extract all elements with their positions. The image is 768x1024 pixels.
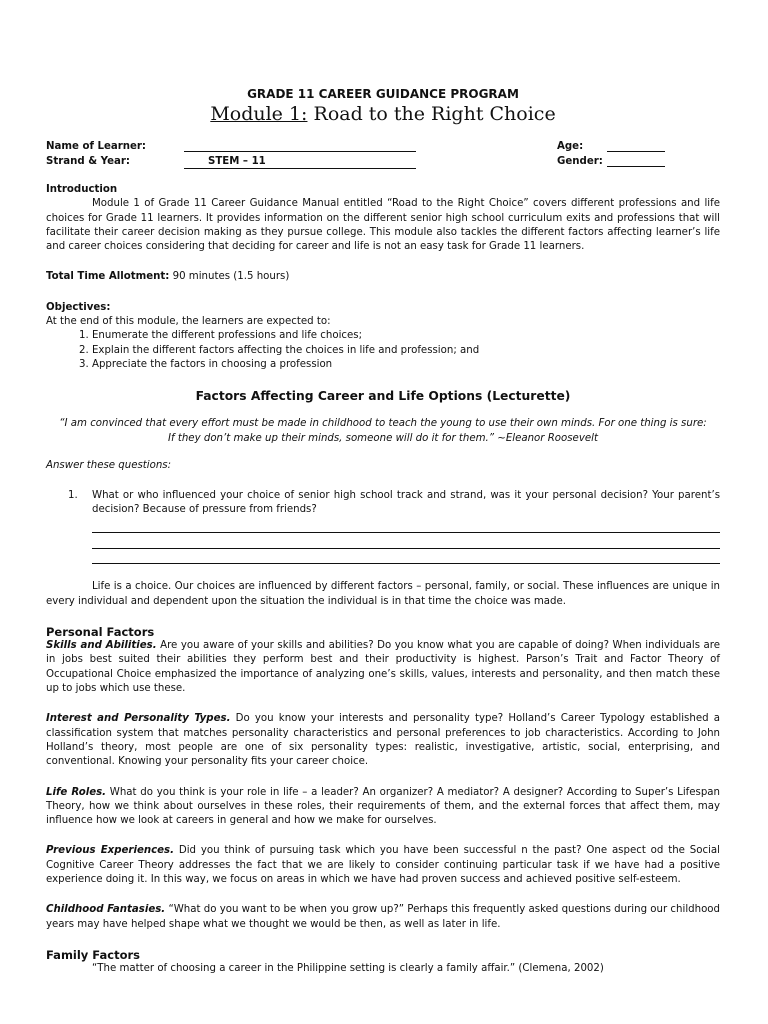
objectives-heading: Objectives:: [46, 301, 111, 313]
age-blank-line[interactable]: [607, 151, 665, 152]
objective-item: 1. Enumerate the different professions and life choices;: [92, 329, 720, 343]
strand-row: [46, 155, 720, 170]
objective-item: 2. Explain the different factors affecting the choices in life and profession; and: [92, 344, 720, 358]
name-label: Name of Learner:: [46, 141, 147, 152]
personal-factor-life-roles: [46, 786, 720, 829]
gender-blank-line[interactable]: [607, 166, 665, 167]
answer-line[interactable]: [92, 533, 720, 549]
factor-term: Life Roles.: [46, 786, 107, 798]
objectives-list: [46, 329, 720, 372]
lecturette-title: Factors Affecting Career and Life Options (Lecturette): [195, 389, 571, 404]
personal-factors-heading: Personal Factors: [46, 624, 155, 639]
module-title: [46, 102, 720, 126]
family-factors-heading: Family Factors: [46, 947, 140, 962]
strand-value-line[interactable]: [184, 155, 416, 169]
time-allotment-value: 90 minutes (1.5 hours): [169, 271, 290, 283]
question-text: What or who influenced your choice of senior high school track and strand, was it your personal decision? Your parent’s decision? Because of pressure from friends?: [92, 490, 720, 516]
answer-line[interactable]: [92, 549, 720, 565]
factor-term: Previous Experiences.: [46, 845, 174, 857]
family-factors-quote: “The matter of choosing a career in the Philippine setting is clearly a family affair.” (Clemena, 2002): [92, 963, 604, 975]
module-name: Road to the Right Choice: [307, 103, 556, 125]
objectives-intro: At the end of this module, the learners are expected to:: [46, 316, 331, 328]
gender-label: Gender:: [557, 156, 603, 167]
factor-term: Childhood Fantasies.: [46, 904, 166, 916]
factor-text: What do you think is your role in life – a leader? An organizer? A mediator? A designer? According to Super’s Lifespan Theory, how we think about ourselves in these roles, their requirements of them, and the external forces that affect them, may influence how we look at careers in general and how we make for ourselves.: [46, 786, 721, 827]
introduction-heading: Introduction: [46, 184, 118, 195]
factor-text: Are you aware of your skills and abilities? Do you know what you are capable of doing? When individuals are in jobs best suited their abilities they perform best and their productivity is highest. Parson’s Trait and Factor Theory of Occupational Choice emphasized the importance of analyzing one’s skills, values, interests and personality, and then match these up to jobs which use these.: [46, 640, 721, 695]
personal-factor-experiences: [46, 844, 720, 887]
strand-value: STEM – 11: [208, 156, 266, 167]
answer-instruction: Answer these questions:: [46, 459, 172, 471]
introduction-text: Module 1 of Grade 11 Career Guidance Manual entitled “Road to the Right Choice” covers different professions and life choices for Grade 11 learners. It provides information on the different senior high school curriculum exits and professions that will facilitate their career decision making as they pursue college. This module also tackles the different factors affecting learner’s life and career choices considering that deciding for career and life is not an easy task for Grade 11 learners.: [46, 198, 720, 253]
factor-term: Interest and Personality Types.: [46, 713, 231, 725]
personal-factor-skills: [46, 639, 720, 696]
objective-item: 3. Appreciate the factors in choosing a profession: [92, 358, 720, 372]
factor-text: Did you think of pursuing task which you have been successful n the past? One aspect od the Social Cognitive Career Theory addresses the fact that we are likely to consider continuing particular task if we have had a positive experience doing it. In this way, we focus on areas in which we have had proven success and achieved positive self-esteem.: [46, 845, 721, 885]
module-label: Module 1:: [210, 103, 308, 125]
question-number: 1.: [68, 490, 78, 502]
life-choice-paragraph: Life is a choice. Our choices are influenced by different factors – personal, family, or social. These influences are unique in every individual and dependent upon the situation the individual is in that time the choice was made.: [46, 581, 720, 607]
factor-text: Do you know your interests and personality type? Holland’s Career Typology established a classification system that matches personality characteristics and personal preferences to job characteristics. According to John Holland’s theory, most people are one of six personality types: realistic, investigative, artistic, social, enterprising, and conventional. Knowing your personality fits your career choice.: [46, 713, 720, 768]
name-blank-line[interactable]: [184, 151, 416, 152]
name-row: [46, 140, 720, 155]
program-title: GRADE 11 CAREER GUIDANCE PROGRAM: [247, 87, 519, 101]
learner-info: [46, 140, 720, 170]
answer-line[interactable]: [92, 518, 720, 534]
personal-factor-fantasies: [46, 903, 720, 932]
question-1: [46, 489, 720, 518]
factor-text: “What do you want to be when you grow up?” Perhaps this frequently asked questions during our childhood years may have helped shape what we thought we would be then, as well as later in life.: [46, 904, 721, 930]
document-page: [46, 86, 720, 976]
roosevelt-quote: “I am convinced that every effort must be made in childhood to teach the young to use their own minds. For one thing is sure: If they don’t make up their minds, someone will do it for them.” ~Eleanor Roosevelt: [59, 418, 707, 444]
factor-term: Skills and Abilities.: [46, 640, 157, 652]
age-label: Age:: [557, 141, 584, 152]
time-allotment-label: Total Time Allotment:: [46, 271, 170, 283]
time-allotment: [46, 270, 720, 284]
personal-factor-interest: [46, 712, 720, 769]
strand-label: Strand & Year:: [46, 156, 130, 167]
